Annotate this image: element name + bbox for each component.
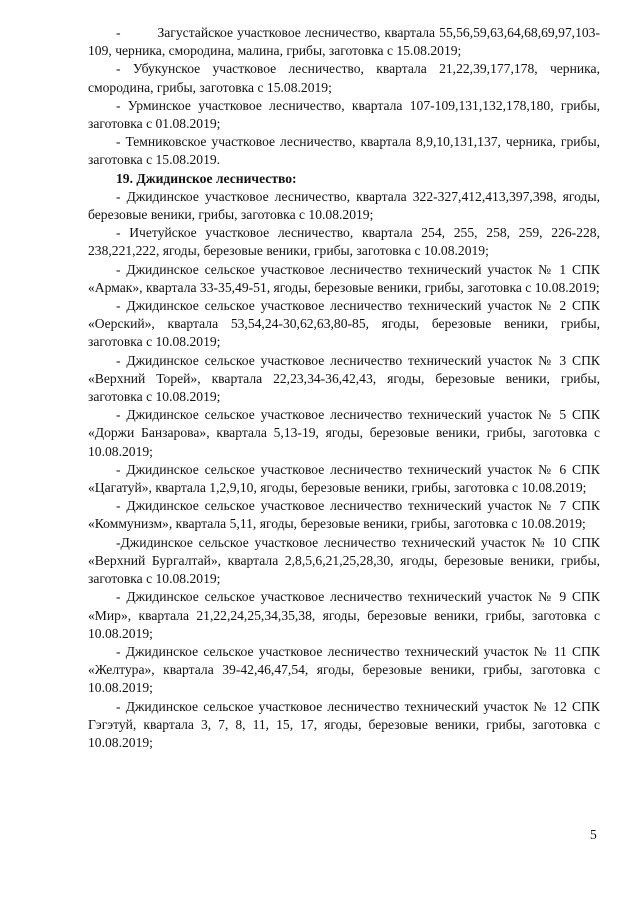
paragraph-dzhida-uchastkovoe: - Джидинское участковое лесничество, квартала 322-327,412,413,397,398, ягоды, березовые веники, грибы, заготовка с 10.08.2019;: [88, 188, 600, 223]
document-page: [88, 24, 600, 752]
section-heading-dzhida: 19. Джидинское лесничество:: [116, 170, 297, 186]
paragraph-tech-10-verkhny-burgaltai: -Джидинское сельское участковое лесничество технический участок № 10 СПК «Верхний Бургалтай», квартала 2,8,5,6,21,25,28,30, ягоды, березовые веники, грибы, заготовка с 10.08.2019;: [88, 534, 600, 587]
page-number: 5: [590, 827, 597, 842]
paragraph-tech-3-verkhny-torei: - Джидинское сельское участковое лесничество технический участок № 3 СПК «Верхний Торей», квартала 22,23,34-36,42,43, ягоды, березовые веники, грибы, заготовка с 10.08.2019;: [88, 352, 600, 405]
paragraph-tech-6-tsagatui: - Джидинское сельское участковое лесничество технический участок № 6 СПК «Цагатуй», квартала 1,2,9,10, ягоды, березовые веники, грибы, заготовка с 10.08.2019;: [88, 461, 600, 496]
paragraph-tech-9-mir: - Джидинское сельское участковое лесничество технический участок № 9 СПК «Мир», квартала 21,22,24,25,34,35,38, ягоды, березовые веники, грибы, заготовка с 10.08.2019;: [88, 589, 600, 641]
paragraph-ichetui: - Ичетуйское участковое лесничество, квартала 254, 255, 258, 259, 226-228, 238,221,222, ягоды, березовые веники, грибы, заготовка с 10.08.2019;: [88, 225, 600, 259]
paragraph-tech-2-oersky: - Джидинское сельское участковое лесничество технический участок № 2 СПК «Оерский», квартала 53,54,24-30,62,63,80-85, ягоды, березовые веники, грибы, заготовка с 10.08.2019;: [88, 298, 600, 350]
paragraph-ubukun: - Убукунское участковое лесничество, квартала 21,22,39,177,178, черника, смородина, грибы, заготовка с 15.08.2019;: [88, 61, 600, 95]
paragraph-tech-12-gegetui: - Джидинское сельское участковое лесничество технический участок № 12 СПК Гэгэтуй, квартала 3, 7, 8, 11, 15, 17, ягоды, березовые веники, грибы, заготовка с 10.08.2019;: [88, 698, 600, 750]
paragraph-tech-1-armak: - Джидинское сельское участковое лесничество технический участок № 1 СПК «Армак», квартала 33-35,49-51, ягоды, березовые веники, грибы, заготовка с 10.08.2019;: [88, 261, 600, 295]
paragraph-tech-7-kommunizm: - Джидинское сельское участковое лесничество технический участок № 7 СПК «Коммунизм», квартала 5,11, ягоды, березовые веники, грибы, заготовка с 10.08.2019;: [88, 498, 600, 532]
paragraph-tech-5-dorzhi-banzarova: - Джидинское сельское участковое лесничество технический участок № 5 СПК «Доржи Банзарова», квартала 5,13-19, ягоды, березовые веники, грибы, заготовка с 10.08.2019;: [88, 407, 600, 459]
paragraph-temnikov: - Темниковское участковое лесничество, квартала 8,9,10,131,137, черника, грибы, заготовка с 15.08.2019.: [88, 134, 600, 168]
paragraph-tech-11-zheltura: - Джидинское сельское участковое лесничество технический участок № 11 СПК «Желтура», квартала 39-42,46,47,54, ягоды, березовые веники, грибы, заготовка с 10.08.2019;: [88, 643, 600, 696]
paragraph-urmin: - Урминское участковое лесничество, квартала 107-109,131,132,178,180, грибы, заготовка с 01.08.2019;: [88, 97, 600, 132]
paragraph-zagustai: - Загустайское участковое лесничество, квартала 55,56,59,63,64,68,69,97,103-109, черника, смородина, малина, грибы, заготовка с 15.08.2019;: [88, 25, 600, 59]
